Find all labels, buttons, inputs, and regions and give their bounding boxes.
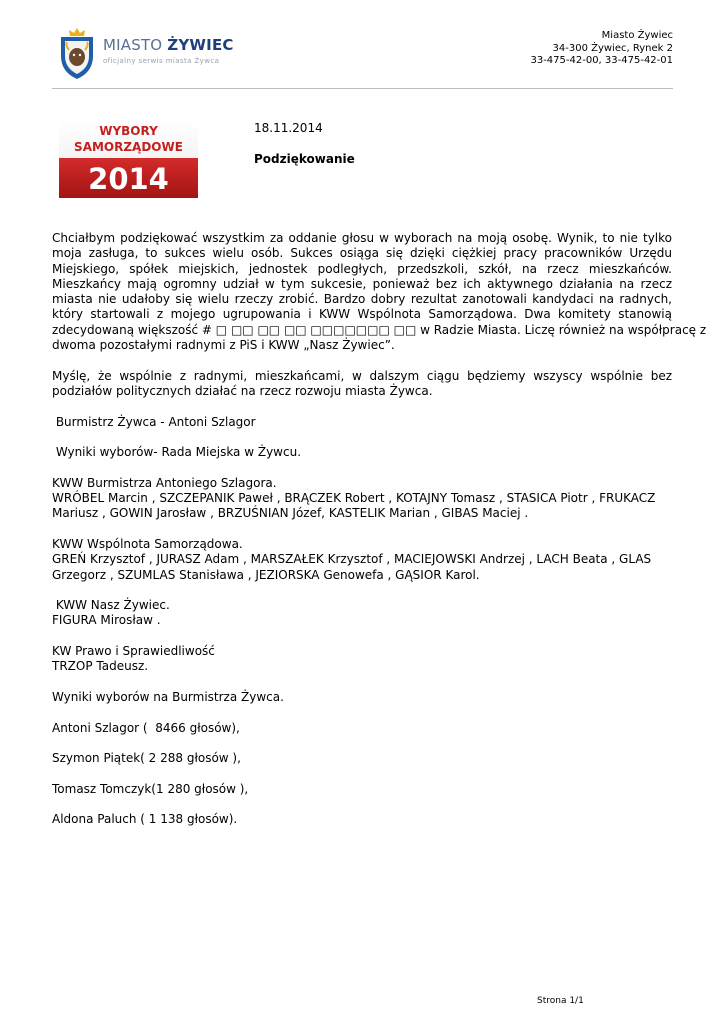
committee-members-line: Mariusz , GOWIN Jarosław , BRZUŚNIAN Józef, KASTELIK Marian , GIBAS Maciej .: [52, 506, 529, 521]
committee-name: KWW Burmistrza Antoniego Szlagora.: [52, 475, 277, 490]
paragraph-cooperation: [52, 369, 672, 400]
committee-members-line: TRZOP Tadeusz.: [52, 659, 149, 674]
banner-line1: WYBORY: [99, 124, 158, 138]
header-divider: [52, 88, 673, 89]
mayor-result: Antoni Szlagor ( 8466 głosów),: [52, 720, 240, 735]
signature: Burmistrz Żywca - Antoni Szlagor: [52, 414, 256, 429]
address-line: 34-300 Żywiec, Rynek 2: [552, 42, 673, 54]
committee-name: KWW Wspólnota Samorządowa.: [52, 536, 243, 551]
election-banner-image: [59, 120, 198, 198]
committee-block: [52, 476, 672, 522]
committee-name: KWW Nasz Żywiec.: [52, 598, 170, 613]
page-number: Strona 1/1: [537, 996, 584, 1006]
city-logo[interactable]: [57, 26, 234, 82]
text-line: który startowali z mojego ugrupowania i KWW Wspólnota Samorządowa. Dwa komitety stanowią: [52, 307, 672, 322]
text-line: Myślę, że wspólnie z radnymi, mieszkańcami, w dalszym ciągu będziemy wszyscy wspólnie bez: [52, 368, 672, 383]
text-line: Mieszkańcy mają ogromny udział w tym sukcesie, ponieważ bez ich aktywnego działania na rzecz: [52, 276, 672, 291]
text-line: dwoma pozostałymi radnymi z PiS i KWW „Nasz Żywiec”.: [52, 338, 395, 353]
article-title: Podziękowanie: [254, 152, 355, 166]
committee-block: [52, 598, 672, 629]
council-results-heading: Wyniki wyborów- Rada Miejska w Żywcu.: [52, 445, 302, 460]
logo-tagline: oficjalny serwis miasta Żywca: [103, 57, 220, 65]
committee-block: [52, 537, 672, 583]
committee-members-line: WRÓBEL Marcin , SZCZEPANIK Paweł , BRĄCZEK Robert , KOTAJNY Tomasz , STASICA Piotr , FRUKACZ: [52, 491, 656, 506]
text-line: Miejskiego, spółek miejskich, jednostek podległych, przedszkoli, szkół, na rzecz mieszkańców.: [52, 261, 672, 276]
logo-wordmark: MIASTO ŻYWIEC: [103, 36, 234, 54]
article-body: [52, 231, 707, 828]
text-line: miasta nie udałoby się wielu rzeczy zrobić. Bardzo dobry rezultat zanotowali kandydaci na radnych,: [52, 292, 672, 307]
mayor-result: Tomasz Tomczyk(1 280 głosów ),: [52, 781, 249, 796]
mayor-result: Szymon Piątek( 2 288 głosów ),: [52, 751, 241, 766]
banner-year: 2014: [88, 162, 169, 196]
mayor-result: Aldona Paluch ( 1 138 głosów).: [52, 812, 238, 827]
address-line: 33-475-42-00, 33-475-42-01: [530, 55, 673, 66]
committee-members-line: FIGURA Mirosław .: [52, 613, 161, 628]
coat-of-arms-icon: [57, 26, 97, 80]
office-address: [530, 30, 673, 68]
mayor-results-heading: Wyniki wyborów na Burmistrza Żywca.: [52, 689, 284, 704]
paragraph-thanks: [52, 231, 707, 353]
text-line: Chciałbym podziękować wszystkim za oddanie głosu w wyborach na moją osobę. Wynik, to nie tylko: [52, 231, 672, 245]
text-line: podziałów politycznych działać na rzecz rozwoju miasta Żywca.: [52, 383, 433, 398]
text-line: zdecydowaną większość # □ □□ □□ □□ □□□□□□□ □□ w Radzie Miasta. Liczę również na współpracę z: [52, 322, 707, 337]
article-date: 18.11.2014: [254, 121, 323, 135]
committee-name: KW Prawo i Sprawiedliwość: [52, 644, 215, 659]
committee-block: [52, 644, 672, 675]
committee-members-line: Grzegorz , SZUMLAS Stanisława , JEZIORSKA Genowefa , GĄSIOR Karol.: [52, 567, 480, 582]
banner-line2: SAMORZĄDOWE: [74, 140, 183, 154]
committee-members-line: GREŃ Krzysztof , JURASZ Adam , MARSZAŁEK Krzysztof , MACIEJOWSKI Andrzej , LACH Beata , GLAS: [52, 552, 652, 567]
address-line: Miasto Żywiec: [601, 30, 673, 41]
text-line: moja zasługa, to sukces wielu osób. Sukces osiąga się dzięki ciężkiej pracy pracowników Urzędu: [52, 246, 672, 261]
